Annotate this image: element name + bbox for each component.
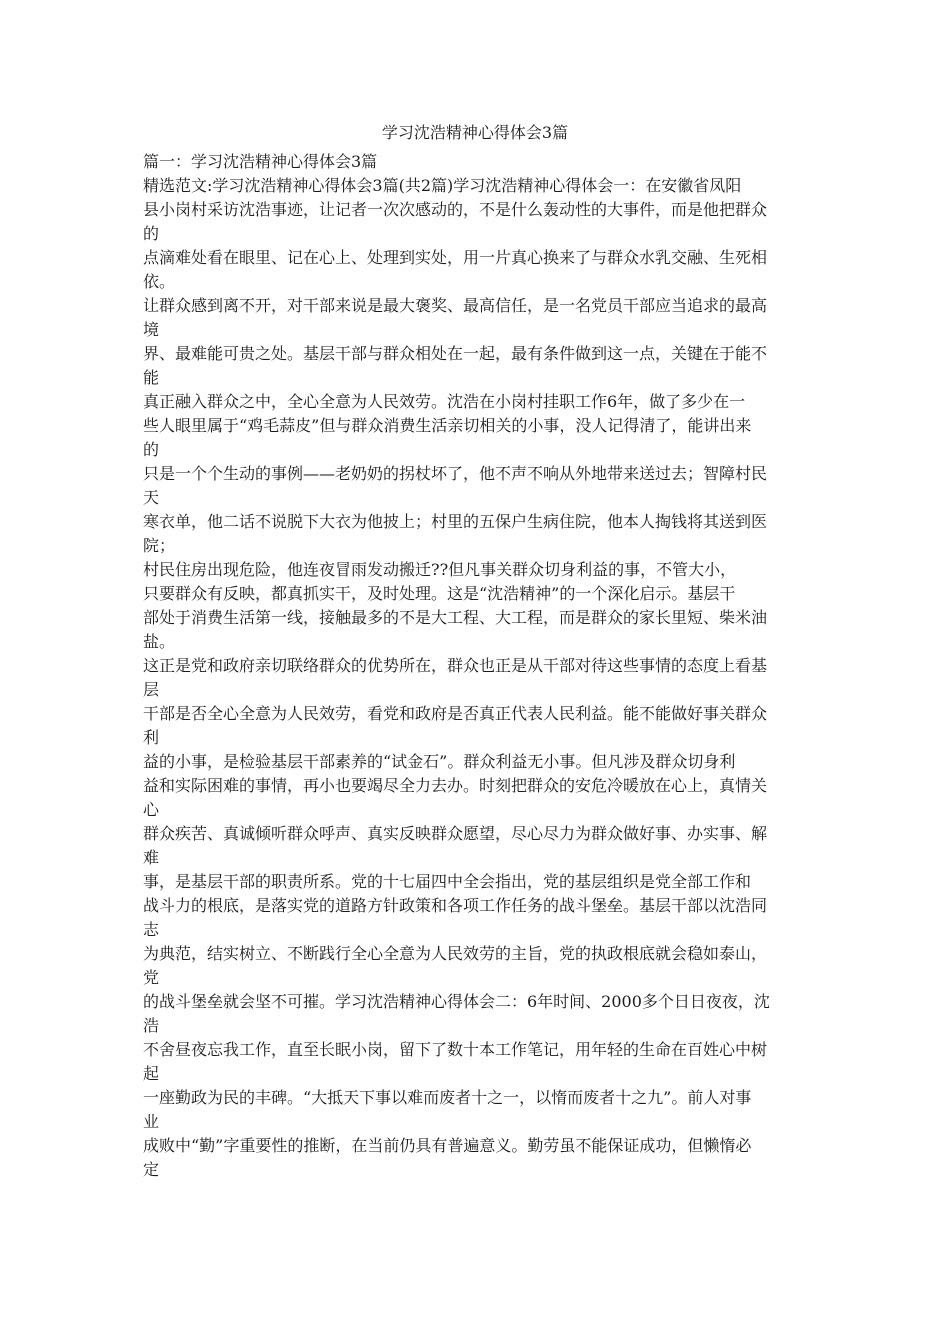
body-line: 依。: [143, 272, 176, 291]
document-title: 学习沈浩精神心得体会3篇: [381, 123, 569, 142]
body-line: 定: [143, 1160, 160, 1179]
body-line: 益的小事，是检验基层干部素养的“试金石”。群众利益无小事。但凡涉及群众切身利: [143, 752, 736, 771]
body-line: 成败中“勤”字重要性的推断，在当前仍具有普遍意义。勤劳虽不能保证成功，但懒惰必: [143, 1136, 752, 1155]
body-line: 的: [143, 224, 160, 243]
body-line: 村民住房出现危险，他连夜冒雨发动搬迁??但凡事关群众切身利益的事，不管大小，: [143, 560, 737, 579]
body-line: 些人眼里属于“鸡毛蒜皮”但与群众消费生活亲切相关的小事，没人记得清了，能讲出来: [143, 416, 752, 435]
body-line: 难: [143, 848, 160, 867]
body-line: 为典范，结实树立、不断践行全心全意为人民效劳的主旨，党的执政根底就会稳如泰山，: [143, 944, 768, 963]
body-line: 寒衣单，他二话不说脱下大衣为他披上；村里的五保户生病住院，他本人掏钱将其送到医: [143, 512, 768, 531]
body-line: 天: [143, 488, 160, 507]
body-line: 精选范文:学习沈浩精神心得体会3篇(共2篇)学习沈浩精神心得体会一：在安徽省凤阳: [143, 176, 742, 195]
body-line: 事，是基层干部的职责所系。党的十七届四中全会指出，党的基层组织是党全部工作和: [143, 872, 752, 891]
body-line: 篇一：学习沈浩精神心得体会3篇: [143, 152, 378, 171]
body-line: 战斗力的根底，是落实党的道路方针政策和各项工作任务的战斗堡垒。基层干部以沈浩同: [143, 896, 768, 915]
body-line: 的战斗堡垒就会坚不可摧。学习沈浩精神心得体会二：6年时间、2000多个日日夜夜，沈: [143, 992, 770, 1011]
body-line: 让群众感到离不开，对干部来说是最大褒奖、最高信任，是一名党员干部应当追求的最高: [143, 296, 768, 315]
body-line: 只是一个个生动的事例——老奶奶的拐杖坏了，他不声不响从外地带来送过去；智障村民: [143, 464, 768, 483]
body-line: 部处于消费生活第一线，接触最多的不是大工程、大工程，而是群众的家长里短、柴米油: [143, 608, 768, 627]
body-line: 县小岗村采访沈浩事迹，让记者一次次感动的，不是什么轰动性的大事件，而是他把群众: [143, 200, 768, 219]
body-line: 只要群众有反映，都真抓实干，及时处理。这是“沈浩精神”的一个深化启示。基层干: [143, 584, 736, 603]
body-line: 业: [143, 1112, 160, 1131]
body-line: 的: [143, 440, 160, 459]
body-line: 不舍昼夜忘我工作，直至长眠小岗，留下了数十本工作笔记，用年轻的生命在百姓心中树: [143, 1040, 768, 1059]
body-line: 境: [143, 320, 160, 339]
body-line: 点滴难处看在眼里、记在心上、处理到实处，用一片真心换来了与群众水乳交融、生死相: [143, 248, 768, 267]
body-line: 益和实际困难的事情，再小也要竭尽全力去办。时刻把群众的安危冷暖放在心上，真情关: [143, 776, 768, 795]
body-line: 层: [143, 680, 160, 699]
body-line: 志: [143, 920, 160, 939]
body-line: 利: [143, 728, 160, 747]
body-line: 一座勤政为民的丰碑。“大抵天下事以难而废者十之一，以惰而废者十之九”。前人对事: [143, 1088, 752, 1107]
body-line: 能: [143, 368, 160, 387]
body-line: 起: [143, 1064, 160, 1083]
body-line: 这正是党和政府亲切联络群众的优势所在，群众也正是从干部对待这些事情的态度上看基: [143, 656, 768, 675]
body-line: 界、最难能可贵之处。基层干部与群众相处在一起，最有条件做到这一点，关键在于能不: [143, 344, 768, 363]
body-line: 群众疾苦、真诚倾听群众呼声、真实反映群众愿望，尽心尽力为群众做好事、办实事、解: [143, 824, 768, 843]
body-line: 盐。: [143, 632, 176, 651]
body-line: 干部是否全心全意为人民效劳，看党和政府是否真正代表人民利益。能不能做好事关群众: [143, 704, 768, 723]
document-body: [143, 150, 815, 1182]
body-line: 院；: [143, 536, 176, 555]
body-line: 党: [143, 968, 160, 987]
body-line: 心: [143, 800, 160, 819]
body-line: 浩: [143, 1016, 160, 1035]
body-line: 真正融入群众之中，全心全意为人民效劳。沈浩在小岗村挂职工作6年，做了多少在一: [143, 392, 746, 411]
